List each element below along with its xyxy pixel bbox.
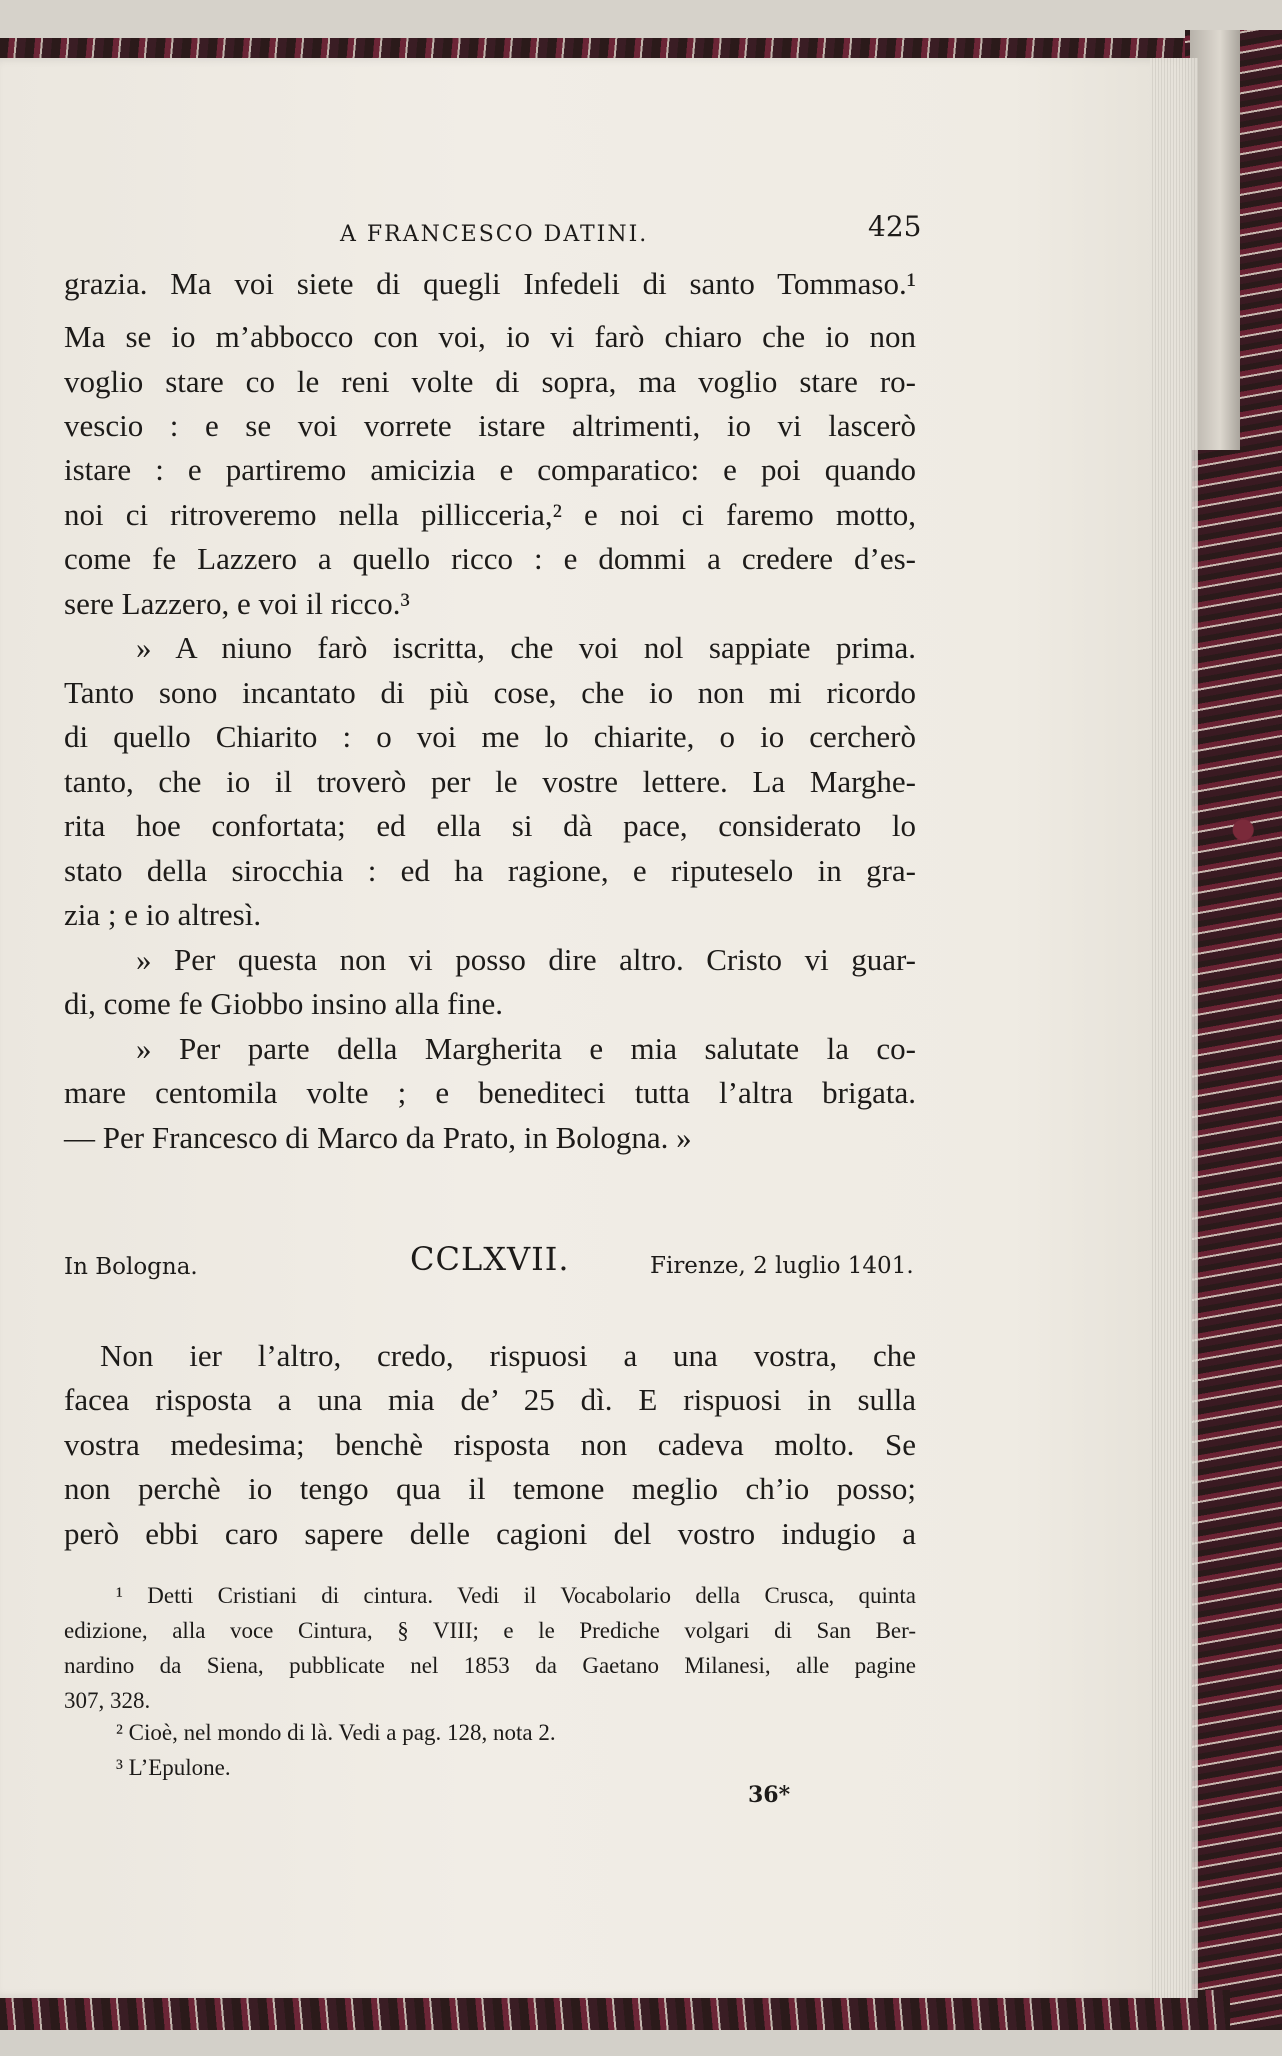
body-line: di, come fe Giobbo insino alla fine. xyxy=(64,986,504,1021)
body-line: Tanto sono incantato di più cose, che io non mi ricordo xyxy=(64,675,916,710)
letter-date: Firenze, 2 luglio 1401. xyxy=(650,1253,914,1279)
page-number: 425 xyxy=(868,210,922,243)
body-line: Ma se io m’abbocco con voi, io vi farò chiaro che io non xyxy=(64,319,916,354)
footnote-line: nardino da Siena, pubblicate nel 1853 da Gaetano Milanesi, alle pagine xyxy=(64,1653,916,1678)
letter-place: In Bologna. xyxy=(64,1254,198,1280)
body-line: stato della sirocchia : ed ha ragione, e riputeselo in gra- xyxy=(64,853,916,888)
body-line: vescio : e se voi vorrete istare altrimenti, io vi lascerò xyxy=(64,408,916,443)
body-line: tanto, che io il troverò per le vostre lettere. La Marghe- xyxy=(64,764,916,799)
background-strip xyxy=(0,2030,1282,2056)
body-line: zia ; e io altresì. xyxy=(64,897,262,932)
body-line: grazia. Ma voi siete di quegli Infedeli di santo Tommaso.¹ xyxy=(64,266,916,301)
footnote-line: 307, 328. xyxy=(64,1688,151,1713)
body-line: voglio stare co le reni volte di sopra, ma voglio stare ro- xyxy=(64,364,916,399)
running-head: A FRANCESCO DATINI. xyxy=(340,222,649,247)
body-line: istare : e partiremo amicizia e comparatico: e poi quando xyxy=(64,452,916,487)
body-line: mare centomila volte ; e benediteci tutta l’altra brigata. xyxy=(64,1075,916,1110)
body-line: » Per parte della Margherita e mia salutate la co- xyxy=(136,1031,916,1066)
letter-line: vostra medesima; benchè risposta non cadeva molto. Se xyxy=(64,1427,916,1462)
body-line: sere Lazzero, e voi il ricco.³ xyxy=(64,586,410,621)
footnote-line: ² Cioè, nel mondo di là. Vedi a pag. 128, nota 2. xyxy=(116,1720,556,1745)
printer-signature-mark: 36* xyxy=(748,1782,791,1808)
body-line: » A niuno farò iscritta, che voi nol sappiate prima. xyxy=(136,630,916,665)
footnote-line: edizione, alla voce Cintura, § VIII; e le Prediche volgari di San Ber- xyxy=(64,1618,916,1643)
body-line: noi ci ritroveremo nella pillicceria,² e noi ci faremo motto, xyxy=(64,497,916,532)
letter-line: non perchè io tengo qua il temone meglio ch’io posso; xyxy=(64,1471,916,1506)
page-stack-edge xyxy=(1150,58,1198,1998)
letter-line: facea risposta a una mia de’ 25 dì. E rispuosi in sulla xyxy=(64,1382,916,1417)
body-line: rita hoe confortata; ed ella si dà pace, considerato lo xyxy=(64,808,916,843)
body-line: — Per Francesco di Marco da Prato, in Bologna. » xyxy=(64,1120,692,1155)
footnote-line: ¹ Detti Cristiani di cintura. Vedi il Vocabolario della Crusca, quinta xyxy=(116,1583,916,1608)
body-line: di quello Chiarito : o voi me lo chiarite, o io cercherò xyxy=(64,719,916,754)
body-line: » Per questa non vi posso dire altro. Cristo vi guar- xyxy=(136,942,916,977)
letter-line: però ebbi caro sapere delle cagioni del vostro indugio a xyxy=(64,1516,916,1551)
footnote-line: ³ L’Epulone. xyxy=(116,1755,231,1780)
letter-line: Non ier l’altro, credo, rispuosi a una vostra, che xyxy=(100,1338,916,1373)
body-line: come fe Lazzero a quello ricco : e dommi a credere d’es- xyxy=(64,541,916,576)
letter-number: CCLXVII. xyxy=(410,1240,570,1278)
